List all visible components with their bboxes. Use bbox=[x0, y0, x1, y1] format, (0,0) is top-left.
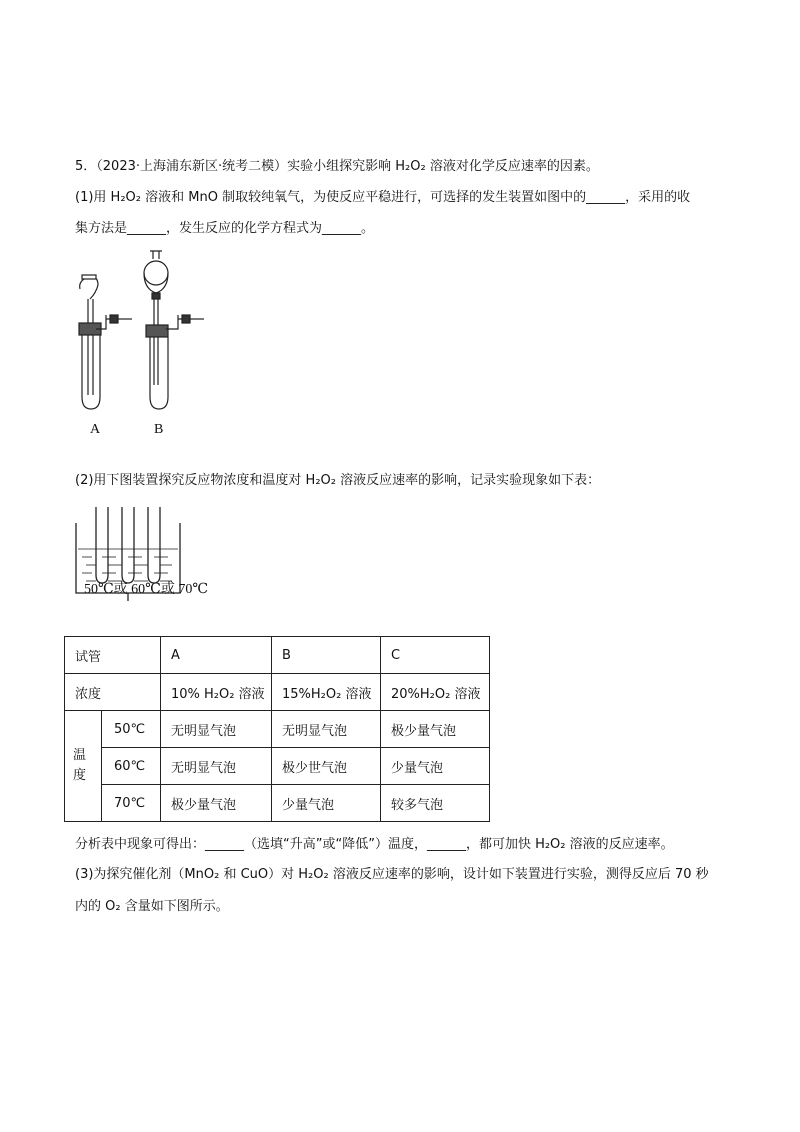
table-row bbox=[65, 748, 490, 785]
table-cell: 少量气泡 bbox=[381, 748, 490, 785]
table-cell: 15%H₂O₂ 溶液 bbox=[272, 674, 381, 711]
header-cell: 试管 bbox=[65, 637, 161, 674]
temperature-group-label: 温 度 bbox=[65, 711, 102, 822]
results-table bbox=[64, 636, 490, 822]
table-cell: 少量气泡 bbox=[272, 785, 381, 822]
temperature-cell: 60℃ bbox=[102, 748, 161, 785]
table-cell: 无明显气泡 bbox=[161, 748, 272, 785]
table-cell: 20%H₂O₂ 溶液 bbox=[381, 674, 490, 711]
table-row bbox=[65, 674, 490, 711]
header-cell: C bbox=[381, 637, 490, 674]
row-label: 浓度 bbox=[65, 674, 161, 711]
table-row bbox=[65, 711, 490, 748]
table-cell: 无明显气泡 bbox=[161, 711, 272, 748]
table-row bbox=[65, 785, 490, 822]
part2-intro: (2)用下图装置探究反应物浓度和温度对 H₂O₂ 溶液反应速率的影响，记录实验现象如下表： bbox=[75, 473, 601, 488]
part3-line2: 内的 O₂ 含量如下图所示。 bbox=[75, 899, 229, 914]
table-cell: 较多气泡 bbox=[381, 785, 490, 822]
header-cell: B bbox=[272, 637, 381, 674]
table-cell: 极少世气泡 bbox=[272, 748, 381, 785]
table-header-row bbox=[65, 637, 490, 674]
temperature-cell: 50℃ bbox=[102, 711, 161, 748]
temperature-cell: 70℃ bbox=[102, 785, 161, 822]
bath-temperature-label: 50℃或 60℃或 70℃ bbox=[84, 582, 208, 597]
part1-line1: (1)用 H₂O₂ 溶液和 MnO 制取较纯氧气，为使反应平稳进行，可选择的发生装置如图中的______，采用的收 bbox=[75, 190, 691, 205]
header-cell: A bbox=[161, 637, 272, 674]
table-cell: 10% H₂O₂ 溶液 bbox=[161, 674, 272, 711]
apparatus-b-label: B bbox=[154, 422, 164, 437]
apparatus-a-label: A bbox=[90, 422, 101, 437]
analysis-line: 分析表中现象可得出：______（选填“升高”或“降低”）温度，______，都可加快 H₂O₂ 溶液的反应速率。 bbox=[75, 837, 674, 852]
part3-line1: (3)为探究催化剂（MnO₂ 和 CuO）对 H₂O₂ 溶液反应速率的影响，设计如下装置进行实验，测得反应后 70 秒 bbox=[75, 867, 709, 882]
apparatus-figure bbox=[70, 245, 230, 415]
table-cell: 极少量气泡 bbox=[381, 711, 490, 748]
table-cell: 无明显气泡 bbox=[272, 711, 381, 748]
table-cell: 极少量气泡 bbox=[161, 785, 272, 822]
part1-line2: 集方法是______，发生反应的化学方程式为______。 bbox=[75, 221, 375, 236]
question-title: 5．（2023·上海浦东新区·统考二模）实验小组探究影响 H₂O₂ 溶液对化学反应速率的因素。 bbox=[75, 159, 599, 174]
